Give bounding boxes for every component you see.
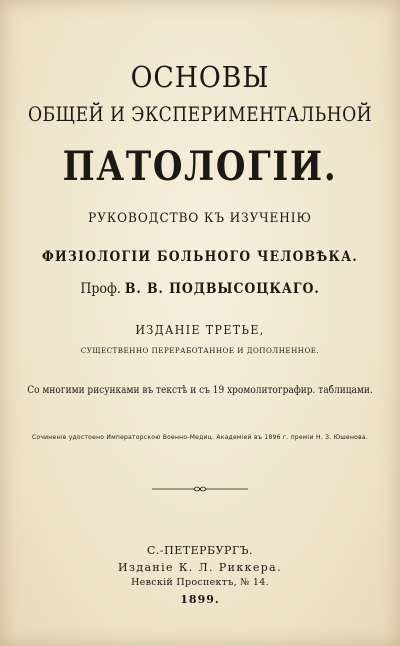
edition: ИЗДАНІЕ ТРЕТЬЕ, [135, 323, 265, 337]
ornament-divider [150, 483, 250, 495]
author-prefix: Проф. [80, 281, 121, 297]
author-line [20, 282, 380, 296]
title-line-3: ПАТОЛОГІИ. [62, 143, 338, 190]
illustrations-note: Со многими рисунками въ текстѣ и съ 19 хромолитографир. таблицами. [27, 385, 373, 396]
imprint-year: 1899. [180, 593, 220, 606]
edition-note: СУЩЕСТВЕННО ПЕРЕРАБОТАННОЕ И ДОПОЛНЕННОЕ. [80, 346, 320, 355]
subtitle-line-2: ФИЗІОЛОГІИ БОЛЬНОГО ЧЕЛОВѢКА. [41, 249, 359, 265]
imprint-city: С.-ПЕТЕРБУРГЪ. [147, 544, 253, 557]
imprint-address: Невскій Проспектъ, № 14. [131, 577, 269, 588]
subtitle-line-1: РУКОВОДСТВО КЪ ИЗУЧЕНІЮ [88, 211, 312, 226]
author-name: В. В. ПОДВЫСОЦКАГО. [124, 281, 320, 297]
award-note: Сочиненіе удостоено Императорскою Военно-Медиц. Академіей въ 1896 г. преміи Н. З. Юшенова. [31, 433, 369, 441]
imprint-publisher: Изданіе К. Л. Риккера. [118, 560, 282, 574]
title-line-2: ОБЩЕЙ И ЭКСПЕРИМЕНТАЛЬНОЙ [28, 102, 373, 126]
title-line-1: ОСНОВЫ [130, 60, 270, 94]
